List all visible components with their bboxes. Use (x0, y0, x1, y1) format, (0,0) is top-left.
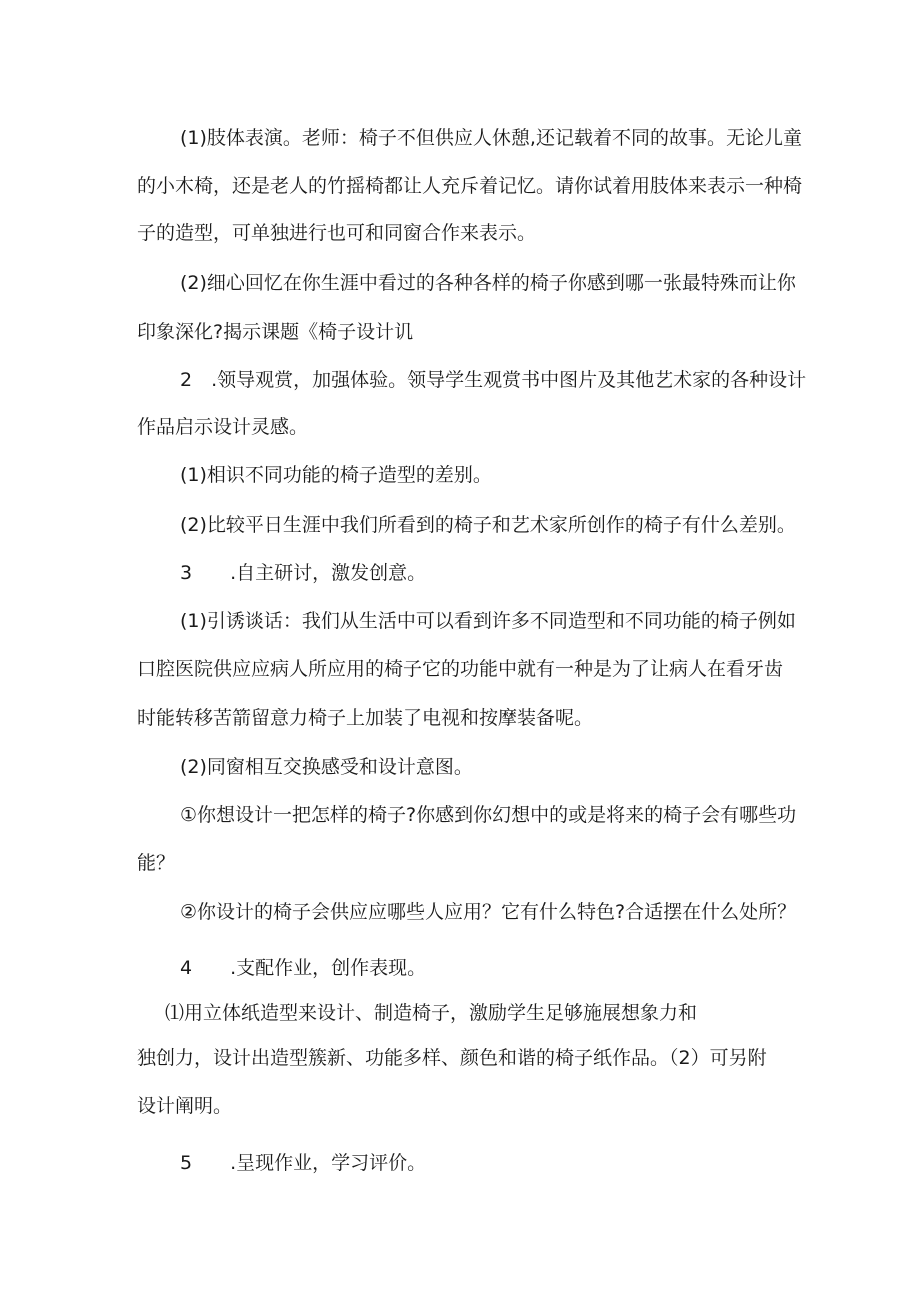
text-line-7: 作品启示设计灵感。 (137, 416, 309, 438)
text-line-3: 子的造型，可单独进行也可和同窗合作来表示。 (137, 222, 537, 244)
text-line-9: (2)比较平日生涯中我们所看到的椅子和艺术家所创作的椅子有什么差别。 (180, 514, 796, 536)
text-line-20: 独创力，设计出造型簇新、功能多样、颜色和谐的椅子纸作品。（2）可另附 (137, 1047, 767, 1069)
text-line-14: (2)同窗相互交换感受和设计意图。 (180, 756, 473, 778)
text-line-5: 印象深化?揭示课题《椅子设计讥 (137, 321, 414, 343)
text-line-22: 5 .呈现作业，学习评价。 (180, 1152, 427, 1174)
text-line-10: 3 .自主研讨，激发创意。 (180, 562, 427, 584)
text-line-11: (1)引诱谈话：我们从生活中可以看到许多不同造型和不同功能的椅子例如 (180, 610, 796, 632)
text-line-4: (2)细心回忆在你生涯中看过的各种各样的椅子你感到哪一张最特殊而让你 (180, 272, 796, 294)
text-line-19: ⑴用立体纸造型来设计、制造椅子，激励学生足够施展想象力和 (165, 1002, 698, 1024)
text-line-6: 2 .领导观赏，加强体验。领导学生观赏书中图片及其他艺术家的各种设计 (180, 369, 807, 391)
text-line-13: 时能转移苦箭留意力椅子上加装了电视和按摩装备呢。 (137, 707, 594, 729)
text-line-12: 口腔医院供应应病人所应用的椅子它的功能中就有一种是为了让病人在看牙齿 (137, 658, 784, 680)
text-line-15: ①你想设计一把怎样的椅子?你感到你幻想中的或是将来的椅子会有哪些功 (180, 804, 797, 826)
text-line-1: (1)肢体表演。老师：椅子不但供应人休憩,还记载着不同的故事。无论儿童 (180, 127, 802, 149)
text-line-16: 能？ (137, 852, 176, 874)
text-line-2: 的小木椅，还是老人的竹摇椅都让人充斥着记忆。请你试着用肢体来表示一种椅 (137, 175, 803, 197)
text-line-17: ②你设计的椅子会供应应哪些人应用？它有什么特色?合适摆在什么处所？ (180, 901, 797, 923)
text-line-8: (1)相识不同功能的椅子造型的差别。 (180, 464, 492, 486)
text-line-18: 4 .支配作业，创作表现。 (180, 957, 427, 979)
text-line-21: 设计阐明。 (137, 1095, 233, 1117)
